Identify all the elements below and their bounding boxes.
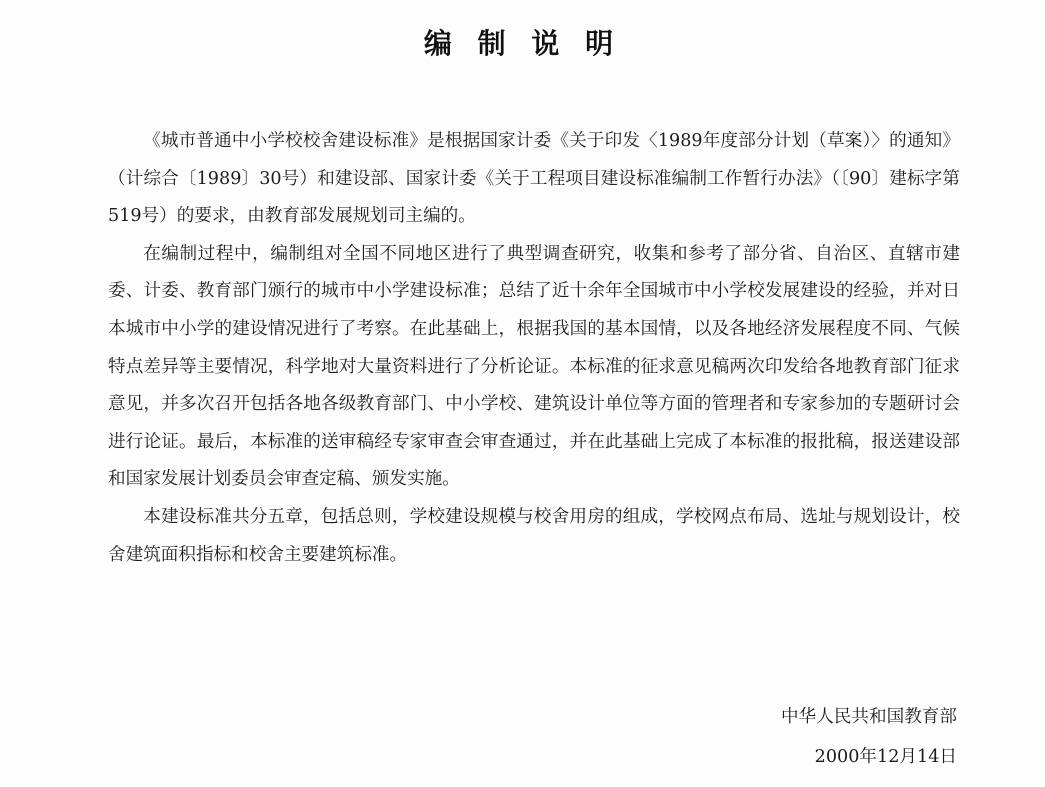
signature-block — [781, 697, 957, 777]
paragraph-2: 在编制过程中，编制组对全国不同地区进行了典型调查研究，收集和参考了部分省、自治区、直辖市建委、计委、教育部门颁行的城市中小学建设标准；总结了近十余年全国城市中小学校发展建设的经验，并对日本城市中小学的建设情况进行了考察。在此基础上，根据我国的基本国情，以及各地经济发展程度不同、气候特点差异等主要情况，科学地对大量资料进行了分析论证。本标准的征求意见稿两次印发给各地教育部门征求意见，并多次召开包括各地各级教育部门、中小学校、建筑设计单位等方面的管理者和专家参加的专题研讨会进行论证。最后，本标准的送审稿经专家审查会审查通过，并在此基础上完成了本标准的报批稿，报送建设部和国家发展计划委员会审查定稿、颁发实施。 — [108, 243, 960, 490]
document-body — [108, 123, 960, 574]
document-title: 编 制 说 明 — [423, 27, 622, 60]
signature-organization: 中华人民共和国教育部 — [781, 707, 957, 727]
paragraph-3: 本建设标准共分五章，包括总则，学校建设规模与校舍用房的组成，学校网点布局、选址与规划设计，校舍建筑面积指标和校舍主要建筑标准。 — [108, 506, 960, 565]
paragraph-1: 《城市普通中小学校校舍建设标准》是根据国家计委《关于印发〈1989年度部分计划（草案）〉的通知》（计综合〔1989〕30号）和建设部、国家计委《关于工程项目建设标准编制工作暂行办法》（〔90〕建标字第519号）的要求，由教育部发展规划司主编的。 — [108, 131, 960, 227]
signature-date: 2000年12月14日 — [814, 747, 957, 767]
